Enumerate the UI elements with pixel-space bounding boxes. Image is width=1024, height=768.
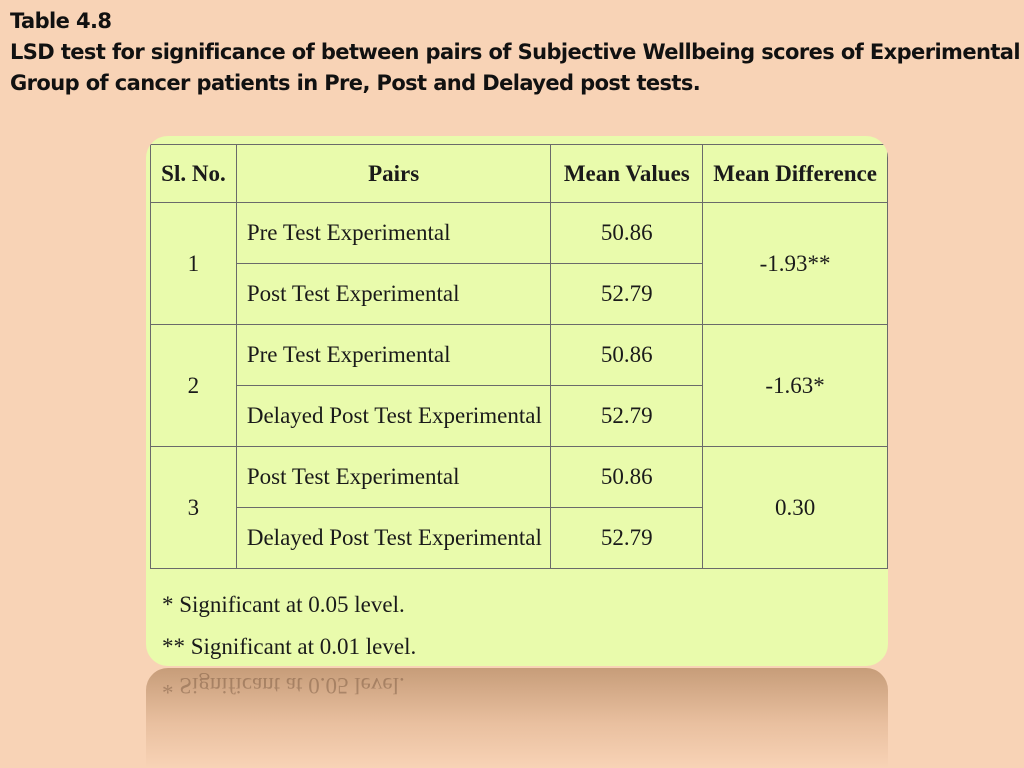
header-sl-no: Sl. No. <box>151 145 237 203</box>
lsd-results-table <box>150 144 888 569</box>
pair-cell: Post Test Experimental <box>236 264 551 325</box>
mean-value-cell: 52.79 <box>551 264 703 325</box>
mean-value-cell: 50.86 <box>551 447 703 508</box>
mean-value-cell: 52.79 <box>551 508 703 569</box>
sl-no-cell: 2 <box>151 325 237 447</box>
header-pairs: Pairs <box>236 145 551 203</box>
slide-heading <box>10 6 1020 99</box>
note-significant-01: ** Significant at 0.01 level. <box>162 634 417 659</box>
pair-cell: Delayed Post Test Experimental <box>236 386 551 447</box>
table-caption-line-2: Group of cancer patients in Pre, Post and Delayed post tests. <box>10 71 701 95</box>
mean-value-cell: 50.86 <box>551 325 703 386</box>
mean-difference-cell: 0.30 <box>703 447 888 569</box>
header-mean-values: Mean Values <box>551 145 703 203</box>
mean-difference-cell: -1.93** <box>703 203 888 325</box>
pair-cell: Pre Test Experimental <box>236 203 551 264</box>
mean-value-cell: 50.86 <box>551 203 703 264</box>
table-row <box>151 447 888 508</box>
pair-cell: Pre Test Experimental <box>236 325 551 386</box>
table-row <box>151 203 888 264</box>
mean-value-cell: 52.79 <box>551 386 703 447</box>
reflected-note-05: * Significant at 0.05 level. <box>162 673 405 698</box>
table-caption-line-1: LSD test for significance of between pairs of Subjective Wellbeing scores of Experimental <box>10 40 1020 64</box>
reflected-notes <box>162 668 416 706</box>
table-panel <box>146 136 888 666</box>
table-row <box>151 325 888 386</box>
sl-no-cell: 1 <box>151 203 237 325</box>
significance-notes <box>162 584 416 666</box>
table-header-row <box>151 145 888 203</box>
table-number: Table 4.8 <box>10 9 112 33</box>
note-significant-05: * Significant at 0.05 level. <box>162 592 405 617</box>
header-mean-difference: Mean Difference <box>703 145 888 203</box>
pair-cell: Delayed Post Test Experimental <box>236 508 551 569</box>
panel-reflection <box>146 668 888 768</box>
sl-no-cell: 3 <box>151 447 237 569</box>
mean-difference-cell: -1.63* <box>703 325 888 447</box>
pair-cell: Post Test Experimental <box>236 447 551 508</box>
